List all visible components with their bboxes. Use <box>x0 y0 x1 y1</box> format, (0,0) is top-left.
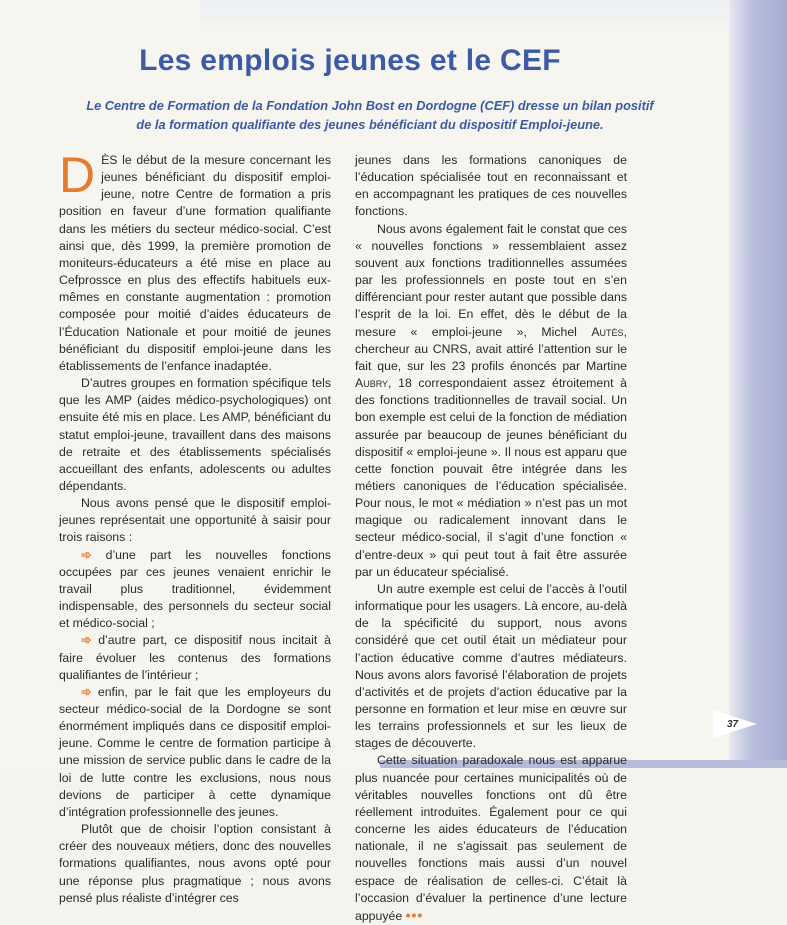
paragraph-8-text: Cette situation paradoxale nous est apparue plus nuancée pour certaines municipalités où de véritables nouvelles fonctions ont dû être réellement introduites. Également pour ce qui concerne les aides éducateurs de l’éducation nationale, il ne s’agissait pas seulement de nouvelles fonctions mais aussi d’un nouvel espace de réalisation de celles-ci. C’était là l’occasion d’évaluer la pertinence d’une lecture appuyée <box>355 753 627 923</box>
bullet-2-text: d’autre part, ce dispositif nous incitait à faire évoluer les contenus des formations qualifiantes de l’intérieur ; <box>59 633 331 682</box>
bullet-3-text: enfin, par le fait que les employeurs du secteur médico-social de la Dordogne se sont énormément impliqués dans ce dispositif emploi-jeune. Comme le centre de formation participe à une mission de service public dans le cadre de la loi de lutte contre les exclusions, nous nous devions de participer à cette dynamique d’intégration professionnelle des jeunes. <box>59 684 331 819</box>
arrow-bullet-icon: ➾ <box>81 633 92 648</box>
bullet-3 <box>59 684 331 821</box>
page-number: 37 <box>727 719 739 730</box>
drop-cap: D <box>59 147 96 203</box>
paragraph-5: jeunes dans les formations canoniques de l’éducation spécialisée tout en reconnaissant et en accompagnant les pratiques de ces nouvelles fonctions. <box>355 153 627 219</box>
continuation-dots-icon: ••• <box>405 906 424 923</box>
paragraph-6-text-b: , chercheur au CNRS, avait attiré l’attention sur le fait que, sur les 23 profils énoncés par Martine <box>355 324 627 373</box>
paragraph-1-lead: ÈS <box>101 153 118 167</box>
bullet-1-text: d’une part les nouvelles fonctions occupées par ces jeunes venaient enrichir le travail plus traditionnel, évidemment indispensable, des personnels du secteur social et médico-social ; <box>59 547 331 631</box>
paragraph-1-text: le début de la mesure concernant les jeunes bénéficiant du dispositif emploi-jeune, notre Centre de formation a pris position en faveur d’une formation qualifiante dans les métiers du secteur médico-social. C’est ainsi que, dès 1999, la première promotion de moniteurs-éducateurs a été mise en place au Cefprossce en plus des effectifs habituels eux-mêmes en constante augmentation : promotion composée pour moitié d’aides éducateurs de l’Éducation Nationale et pour moitié de jeunes bénéficiant du dispositif emploi-jeune dans les établissements de l’enfance inadaptée. <box>59 153 331 373</box>
paragraph-1 <box>59 147 331 375</box>
bullet-1 <box>59 547 331 633</box>
paragraph-8 <box>355 752 627 925</box>
top-bleed-decoration <box>200 0 740 30</box>
right-color-band <box>729 0 787 768</box>
paragraph-4: Plutôt que de choisir l’option consistant à créer des nouveaux métiers, donc des nouvelles formations qualifiantes, nous avons opté pour une réponse plus pragmatique ; nous avons pensé plus réaliste d’intégrer ces <box>59 822 331 905</box>
arrow-bullet-icon: ➾ <box>81 547 92 562</box>
paragraph-6-text-a: Nous avons également fait le constat que ces « nouvelles fonctions » ressemblaient assez souvent aux fonctions traditionnelles assumées par les professionnels en poste tout en s’en différenciant pour rester autant que possible dans l’esprit de la loi. En effet, dès le début de la mesure « emploi-jeune », Michel <box>355 221 627 339</box>
article-subtitle <box>40 96 700 134</box>
paragraph-3: Nous avons pensé que le dispositif emploi-jeunes représentait une opportunité à saisir pour trois raisons : <box>59 496 331 545</box>
arrow-bullet-icon: ➾ <box>81 684 92 699</box>
article-title: Les emplois jeunes et le CEF <box>139 44 561 77</box>
paragraph-7: Un autre exemple est celui de l’accès à l’outil informatique pour les usagers. Là encore, au-delà de la spécificité du support, nous avons considéré que cet outil était un médiateur pour l’action éducative comme d’autres médiateurs. Nous avons alors favorisé l’élaboration de projets d’activités et de projets d’action éducative par la personne en formation et leur mise en œuvre sur les terrains professionnels et sur les lieux de stages de découverte. <box>355 581 627 751</box>
subtitle-line-1: Le Centre de Formation de la Fondation John Bost en Dordogne (CEF) dresse un bilan positif <box>86 98 654 113</box>
left-column <box>59 147 331 907</box>
author-name-autes: Autès <box>591 324 624 339</box>
paragraph-2: D’autres groupes en formation spécifique tels que les AMP (aides médico-psychologiques) ont ensuite été mis en place. Les AMP, bénéficiant du statut emploi-jeune, travaillent dans des maisons de retraite et des établissements spécialisés accueillant des enfants, adolescents ou adultes dépendants. <box>59 376 331 493</box>
paragraph-6 <box>355 221 627 581</box>
bullet-2 <box>59 632 331 683</box>
subtitle-line-2: de la formation qualifiante des jeunes bénéficiant du dispositif Emploi-jeune. <box>136 117 604 132</box>
paragraph-6-text-c: , 18 correspondaient assez étroitement à des fonctions traditionnelles de travail social. Un bon exemple est celui de la fonction de médiation assurée par beaucoup de jeunes bénéficiant du dispositif « emploi-jeune ». Il nous est apparu que cette fonction pouvait être intégrée dans les métiers canoniques de l’éducation spécialisée. Pour nous, le mot « médiation » n’est pas un mot magique ou radicalement innovant dans le secteur médico-social, il s’agit d’une fonction « d’entre-deux » qui peut tout à fait être assurée par un éducateur spécialisé. <box>355 376 627 579</box>
right-column <box>355 152 627 925</box>
author-name-aubry: Aubry <box>355 376 389 391</box>
